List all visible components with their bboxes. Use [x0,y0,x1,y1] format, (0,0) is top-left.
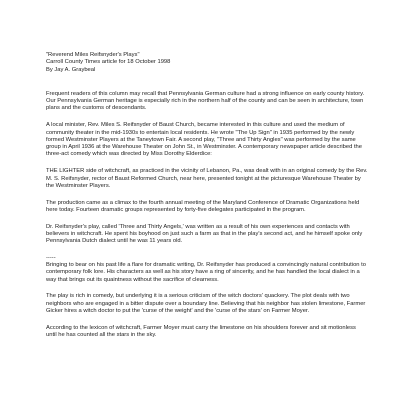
article-header [46,0,368,74]
article-source: Carroll County Times article for 18 October 1998 [46,59,171,66]
paragraph-5: Dr. Reifsnyder's play, called 'Three and Thirty Angels,' was written as a result of his own experiences and contacts with believers in witchcraft. He spent his boyhood on just such a farm as that in the play's second act, and he himself spoke only Pennsylvania Dutch dialect until he was 11 years old. [46,223,363,245]
paragraph-4: The production came as a climax to the fourth annual meeting of the Maryland Conference of Dramatic Organizations held here today. Fourteen dramatic groups represented by forty-five delegates participated in the program. [46,199,360,213]
paragraph-6: Bringing to bear on his past life a flare for dramatic writing, Dr. Reifsnyder has produced a convincingly natural contribution to contemporary folk lore. His characters as well as his story have a ring of sincerity, and he has handled the local dialect in a way that brings out its quaintness without the sacrifice of clearness. [46,261,366,283]
section-separator: ----- [46,254,56,261]
paragraph-8: According to the lexicon of witchcraft, Farmer Moyer must carry the limestone on his shoulders forever and sit motionless until he has counted all the stars in the sky. [46,324,356,339]
paragraph-1: Frequent readers of this column may recall that Pennsylvania German culture had a strong influence on early county history. Our Pennsylvania German heritage is especially rich in the northern half of the county and can be seen in architecture, town plans and the customs of descendants. [46,90,365,112]
paragraph-7: The play is rich in comedy, but underlying it is a serious criticism of the witch doctors' quackery. The plot deals with two neighbors who are engaged in a bitter dispute over a boundary line. Believing that his neighbor has stolen limestone, Farmer Gicker hires a witch doctor to put the 'curse of the weight' and the 'curse of the stars' on Farmer Moyer. [46,293,366,314]
article-title: "Reverend Miles Reifsnyder's Plays" [46,52,140,58]
paragraph-3: THE LIGHTER side of witchcraft, as practiced in the vicinity of Lebanon, Pa., was dealt with in an original comedy by the Rev. M. S. Reifsnyder, rector of Baust Reformed Church, near here, presented tonight at the picturesque Warehouse Theater by the Westminster Players. [46,168,368,189]
paragraph-2: A local minister, Rev. Miles S. Reifsnyder of Baust Church, became interested in this culture and used the medium of community theater in the mid-1930s to entertain local residents. He wrote "The Up Sign" in 1935 performed by the newly formed Westminster Players at the Taneytown Fair. A second play, "Three and Thirty Angles" was performed by the same group in April 1936 at the Warehouse Theater on John St., in Westminster. A contemporary newspaper article described the three-act comedy which was directed by Miss Dorothy Elderdice: [46,122,363,158]
article-byline: By Jay A. Graybeal [46,66,96,73]
